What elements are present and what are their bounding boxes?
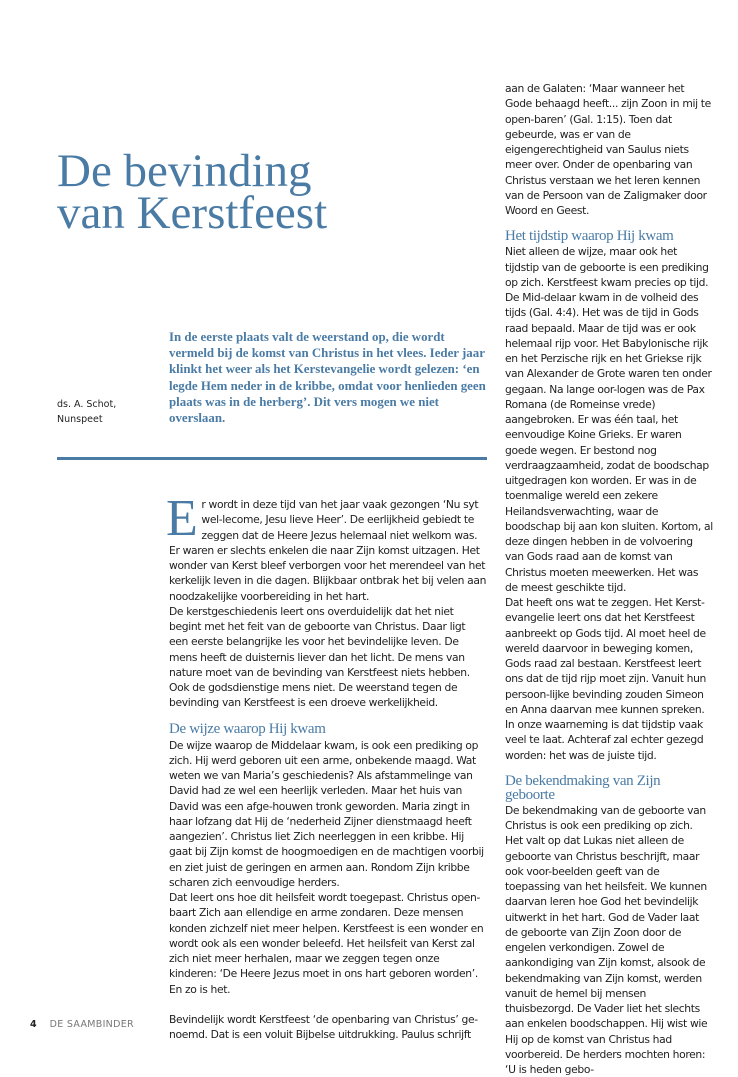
section-divider (57, 457, 487, 460)
paragraph: Dat leert ons hoe dit heilsfeit wordt toegepast. Christus open-baart Zich aan ellendige en arme zondaren. Deze mensen konden zichzelf niet meer helpen. Kerstfeest is een wonder en wordt ook als een wonder beleefd. Het heilsfeit van Kerst zal zich niet meer herhalen, maar we zeggen tegen onze kinderen: ‘De Heere Jezus moet in ons hart geboren worden’. En zo is het. (169, 891, 484, 996)
author-name: ds. A. Schot, (57, 399, 117, 410)
title-line-2: van Kerstfeest (57, 187, 328, 239)
paragraph: De wijze waarop de Middelaar kwam, is ook een prediking op zich. Hij werd geboren uit een arme, onbekende maagd. Wat weten we van Maria’s geschiedenis? Als afstammelinge van David had ze wel een heerlijk verleden. Maar het huis van David was een afge-houwen tronk geworden. Maria zingt in haar lofzang dat Hij de ‘nederheid Zijner dienstmaagd heeft aangezien’. Christus liet Zich neerleggen in een kribbe. Hij gaat bij Zijn komst de hoogmoedigen en de machtigen voorbij en ziet juist de geringen en armen aan. Rondom Zijn kribbe scharen zich eenvoudige herders. (169, 738, 484, 889)
author-byline (57, 397, 157, 427)
right-column (505, 81, 713, 1077)
paragraph: De kerstgeschiedenis leert ons overduidelijk dat het niet begint met het feit van de geboorte van Christus. Daar ligt een eerste belangrijke les voor het bevindelijke leven. De mens heeft de duisternis liever dan het licht. De mens van nature moet van de bevinding van Kerstfeest niets hebben. Ook de godsdienstige mens niet. De weerstand tegen de bevinding van Kerstfeest is een droeve werkelijkheid. (169, 604, 470, 710)
publication-name: DE SAAMBINDER (49, 1019, 134, 1030)
paragraph: Er wordt in deze tijd van het jaar vaak gezongen ‘Nu syt wel-lecome, Jesu lieve Heer’. De eerlijkheid gebiedt te zeggen dat de Heere Jezus helemaal niet welkom was. Er waren er slechts enkelen die naar Zijn komst uitzagen. Het wonder van Kerst bleef verborgen voor het merendeel van het kerkelijk leven in die dagen. Blijkbaar ontbrak het bij velen aan noodzakelijke voorbereiding in het hart. (166, 490, 487, 603)
paragraph: Dat heeft ons wat te zeggen. Het Kerst-evangelie leert ons dat het Kerstfeest aanbreekt op Gods tijd. Al moet heel de wereld daarvoor in beweging komen, Gods raad zal bestaan. Kerstfeest leert ons dat de tijd rijp moet zijn. Vanuit hun persoon-lijke bevinding zouden Simeon en Anna daarvan mee kunnen spreken. In onze waarneming is dat tijdstip vaak veel te laat. Achteraf zal echter gezegd worden: het was de juiste tijd. (505, 596, 707, 762)
title-line-1: De bevinding (57, 145, 312, 197)
paragraph: De bekendmaking van de geboorte van Christus is ook een prediking op zich. Het valt op dat Lukas niet alleen de geboorte van Christus beschrijft, maar ook voor-beelden geeft van de toepassing van het heilsfeit. We kunnen daarvan leren hoe God het bevindelijk uitwerkt in het hart. God de Vader laat de geboorte van Zijn Zoon door de engelen verkondigen. Zowel de aankondiging van Zijn komst, alsook de bekendmaking van Zijn komst, werden vanuit de hemel bij mensen thuisbezorgd. De Vader liet het slechts aan enkelen boodschappen. Hij wist wie Hij op de komst van Christus had voorbereid. De herders mochten horen: ‘U is heden gebo- (505, 803, 708, 1076)
middle-column (166, 490, 487, 1042)
paragraph: Bevindelijk wordt Kerstfeest ‘de openbaring van Christus’ ge-noemd. Dat is een voluit Bijbelse uitdrukking. Paulus schrijft (169, 1012, 478, 1041)
drop-cap: E (166, 490, 198, 547)
paragraph: aan de Galaten: ‘Maar wanneer het Gode behaagd heeft... zijn Zoon in mij te open-baren’ (Gal. 1:15). Toen dat gebeurde, was er van de eigengerechtigheid van Saulus niets meer over. Onder de openbaring van Christus verstaan we het leren kennen van de Persoon van de Zaligmaker door Woord en Geest. (505, 82, 711, 217)
section-heading: De wijze waarop Hij kwam (169, 720, 326, 737)
page-footer (30, 1019, 134, 1030)
section-heading: Het tijdstip waarop Hij kwam (505, 228, 674, 245)
paragraph: Niet alleen de wijze, maar ook het tijdstip van de geboorte is een prediking op zich. Kerstfeest kwam precies op tijd. De Mid-delaar kwam in de volheid des tijds (Gal. 4:4). Het was de tijd in Gods raad bepaald. Maar de tijd was er ook helemaal rijp voor. Het Babylonische rijk en het Perzische rijk en het Griekse rijk van Alexander de Grote waren ten onder gegaan. Na lange oor-logen was de Pax Romana (de Romeinse vrede) aangebroken. Er was één taal, het eenvoudige Koine Grieks. Er waren goede wegen. Er bestond nog verdraagzaamheid, zodat de boodschap uitgedragen kon worden. Er was in de toenmalige wereld een zekere Heilandsverwachting, waar de boodschap bij aan kon sluiten. Kortom, al deze dingen hebben in de volvoering van Gods raad aan de komst van Christus moeten meewerken. Het was de meest geschikte tijd. (505, 245, 713, 594)
intro-lead: In de eerste plaats valt de weerstand op, die wordt vermeld bij de komst van Christus in het vlees. Ieder jaar klinkt het weer als het Kerstevangelie wordt gelezen: ‘en legde Hem neder in de kribbe, omdat voor henlieden geen plaats was in de herberg’. Dit vers mogen we niet overslaan. (169, 330, 486, 426)
section-heading: De bekendmaking van Zijn geboorte (505, 772, 661, 803)
page-number: 4 (30, 1019, 37, 1030)
article-title (57, 145, 387, 239)
author-place: Nunspeet (57, 414, 103, 425)
